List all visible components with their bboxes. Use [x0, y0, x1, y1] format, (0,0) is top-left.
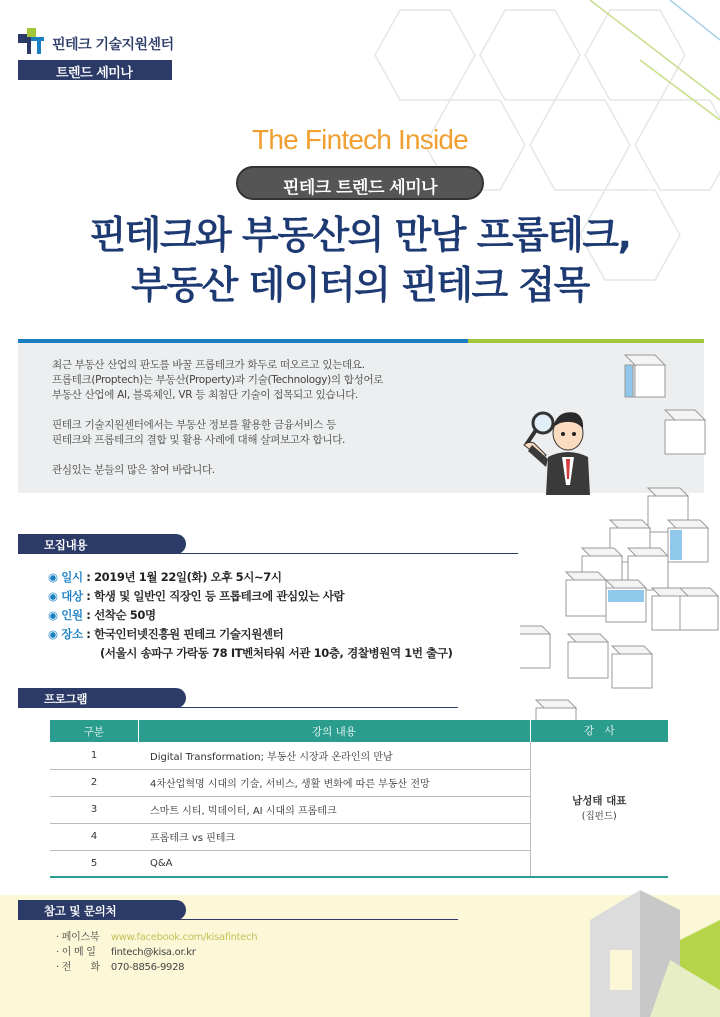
geometric-decoration [570, 880, 720, 1017]
program-table [50, 720, 668, 878]
page-title [0, 210, 720, 310]
venue-address: (서울시 송파구 가락동 78 IT벤처타워 서관 10층, 경찰병원역 1번 출구) [100, 646, 453, 660]
speaker-name: 남성태 대표 [572, 795, 627, 807]
contact-heading-underline [18, 919, 458, 920]
col-header-topic: 강의 내용 [138, 720, 530, 742]
table-row: 3 스마트 시티, 빅데이터, AI 시대의 프롭테크 [50, 796, 668, 823]
cube [520, 626, 550, 668]
fintech-logo-icon [18, 28, 44, 54]
cube [536, 700, 576, 720]
english-subtitle: The Fintech Inside [252, 124, 468, 155]
bullet-icon: ◉ [48, 627, 58, 641]
recruitment-item-date: ◉ 일시 : 2019년 1월 22일(화) 오후 5시~7시 [48, 570, 282, 584]
facebook-link[interactable]: www.facebook.com/kisafintech [110, 932, 258, 943]
recruitment-item-venue: ◉ 장소 : 한국인터넷진흥원 핀테크 기술지원센터 [48, 627, 284, 641]
table-row: 1 Digital Transformation; 부동산 시장과 온라인의 만남 남성태 대표 (집펀드) [50, 742, 668, 769]
intro-line: 최근 부동산 산업의 판도를 바꿀 프롭테크가 화두로 떠오르고 있는데요. [52, 359, 365, 371]
contact-facebook: · 페이스북 www.facebook.com/kisafintech [56, 932, 258, 943]
table-row: 4 프롭테크 vs 핀테크 [50, 823, 668, 850]
contact-phone: · 전 화 070-8856-9928 [56, 962, 185, 973]
cube [612, 646, 652, 688]
col-header-number: 구분 [50, 720, 138, 742]
intro-line: 프롭테크(Proptech)는 부동산(Property)과 기술(Technology)의 합성어로 [52, 374, 384, 386]
email-link[interactable]: fintech@kisa.or.kr [110, 947, 196, 958]
contact-list [56, 930, 257, 975]
intro-line: 부동산 산업에 AI, 블록체인, VR 등 최첨단 기술이 접목되고 있습니다. [52, 389, 359, 401]
phone-number: 070-8856-9928 [110, 962, 185, 973]
detective-character-illustration [518, 395, 628, 495]
col-header-speaker: 강 사 [530, 720, 668, 742]
recruitment-item-capacity: ◉ 인원 : 선착순 50명 [48, 608, 156, 622]
program-heading-underline [18, 707, 458, 708]
intro-line: 관심있는 분들의 많은 참여 바랍니다. [52, 464, 215, 476]
title-line-2: 부동산 데이터의 핀테크 접목 [131, 263, 589, 307]
trend-seminar-badge: 트렌드 세미나 [18, 60, 172, 80]
recruitment-heading: 모집내용 [18, 534, 186, 554]
bullet-icon: ◉ [48, 589, 58, 603]
program-heading: 프로그램 [18, 688, 186, 708]
cube [665, 410, 705, 454]
seminar-pill-label: 핀테크 트렌드 세미나 [236, 166, 484, 200]
recruitment-list [48, 568, 452, 663]
speaker-cell [530, 742, 668, 877]
cube [566, 572, 606, 616]
org-name: 핀테크 기술지원센터 [52, 37, 174, 53]
speaker-org: (집펀드) [581, 811, 617, 822]
intro-text [52, 358, 432, 478]
cube [680, 588, 718, 630]
intro-line: 핀테크 기술지원센터에서는 부동산 정보를 활용한 금융서비스 등 [52, 419, 336, 431]
bullet-icon: ◉ [48, 608, 58, 622]
recruitment-item-target: ◉ 대상 : 학생 및 일반인 직장인 등 프롭테크에 관심있는 사람 [48, 589, 345, 603]
recruitment-heading-underline [18, 553, 518, 554]
intro-line: 핀테크와 프롭테크의 결합 및 활용 사례에 대해 살펴보고자 합니다. [52, 434, 346, 446]
table-row: 5 Q&A [50, 850, 668, 877]
table-row: 2 4차산업혁명 시대의 기술, 서비스, 생활 변화에 따른 부동산 전망 [50, 769, 668, 796]
contact-heading: 참고 및 문의처 [18, 900, 186, 920]
cube [568, 634, 608, 678]
bullet-icon: ◉ [48, 570, 58, 584]
title-line-1: 핀테크와 부동산의 만남 프롭테크, [89, 213, 631, 257]
contact-email: · 이 메 일 fintech@kisa.or.kr [56, 947, 196, 958]
table-header-row [50, 720, 668, 742]
